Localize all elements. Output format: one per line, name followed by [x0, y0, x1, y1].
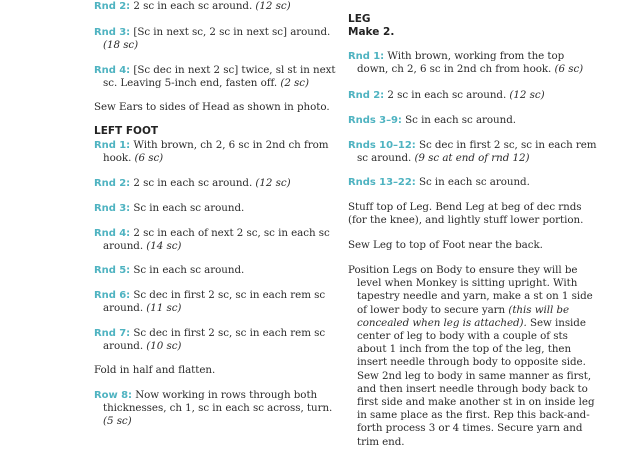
foot-rnd-3: Rnd 3: Sc in each sc around.: [94, 202, 245, 214]
leg-heading: LEG: [348, 13, 371, 25]
foot-rnd-1: Rnd 1: With brown, ch 2, 6 sc in 2nd ch from hook. (6 sc): [94, 139, 329, 165]
make-count: Make 2.: [348, 26, 395, 38]
leg-rnds-3-9: Rnds 3–9: Sc in each sc around.: [348, 114, 516, 126]
leg-rnd-2: Rnd 2: 2 sc in each sc around. (12 sc): [348, 89, 545, 101]
head-rnd3: Rnd 3: [Sc in next sc, 2 sc in next sc] around. (18 sc): [94, 26, 331, 52]
foot-rnd-5: Rnd 5: Sc in each sc around.: [94, 264, 245, 276]
left-foot-heading: LEFT FOOT: [94, 125, 159, 137]
foot-rnd-7: Rnd 7: Sc dec in first 2 sc, sc in each rem sc around. (10 sc): [94, 327, 326, 353]
sew-leg-note: Sew Leg to top of Foot near the back.: [348, 239, 543, 251]
head-rnd2: Rnd 2: 2 sc in each sc around. (12 sc): [94, 0, 291, 12]
foot-rnd-4: Rnd 4: 2 sc in each of next 2 sc, sc in each sc around. (14 sc): [94, 227, 330, 253]
foot-row-8: Row 8: Now working in rows through both thicknesses, ch 1, sc in each sc across, turn. (5 sc): [94, 389, 333, 428]
foot-rnd-6: Rnd 6: Sc dec in first 2 sc, sc in each rem sc around. (11 sc): [94, 289, 326, 315]
leg-rnd-1: Rnd 1: With brown, working from the top down, ch 2, 6 sc in 2nd ch from hook. (6 sc): [348, 50, 584, 76]
position-legs-note: Position Legs on Body to ensure they will be level when Monkey is sitting upright. With tapestry needle and yarn, make a st on 1 side of lower body to secure yarn (this will be concealed when leg is attached). Sew inside center of leg to body with a couple of sts about 1 inch from the top of the leg, then insert needle through body to opposite side. Sew 2nd leg to body in same manner as first, and then insert needle through body back to first side and make another st in on inside leg in same place as the first. Rep this back-and-forth process 3 or 4 times. Secure yarn and trim end.: [348, 264, 595, 448]
stuff-note: Stuff top of Leg. Bend Leg at beg of dec rnds (for the knee), and lightly stuff lower portion.: [348, 201, 584, 227]
fold-note: Fold in half and flatten.: [94, 364, 216, 376]
foot-rnd-2: Rnd 2: 2 sc in each sc around. (12 sc): [94, 177, 291, 189]
head-rnd4: Rnd 4: [Sc dec in next 2 sc] twice, sl st in next sc. Leaving 5-inch end, fasten off. (2 sc): [94, 64, 336, 90]
leg-rnds-10-12: Rnds 10–12: Sc dec in first 2 sc, sc in each rem sc around. (9 sc at end of rnd 12): [348, 139, 597, 165]
leg-rnds-13-22: Rnds 13–22: Sc in each sc around.: [348, 176, 530, 188]
sew-ears-note: Sew Ears to sides of Head as shown in photo.: [94, 101, 330, 113]
